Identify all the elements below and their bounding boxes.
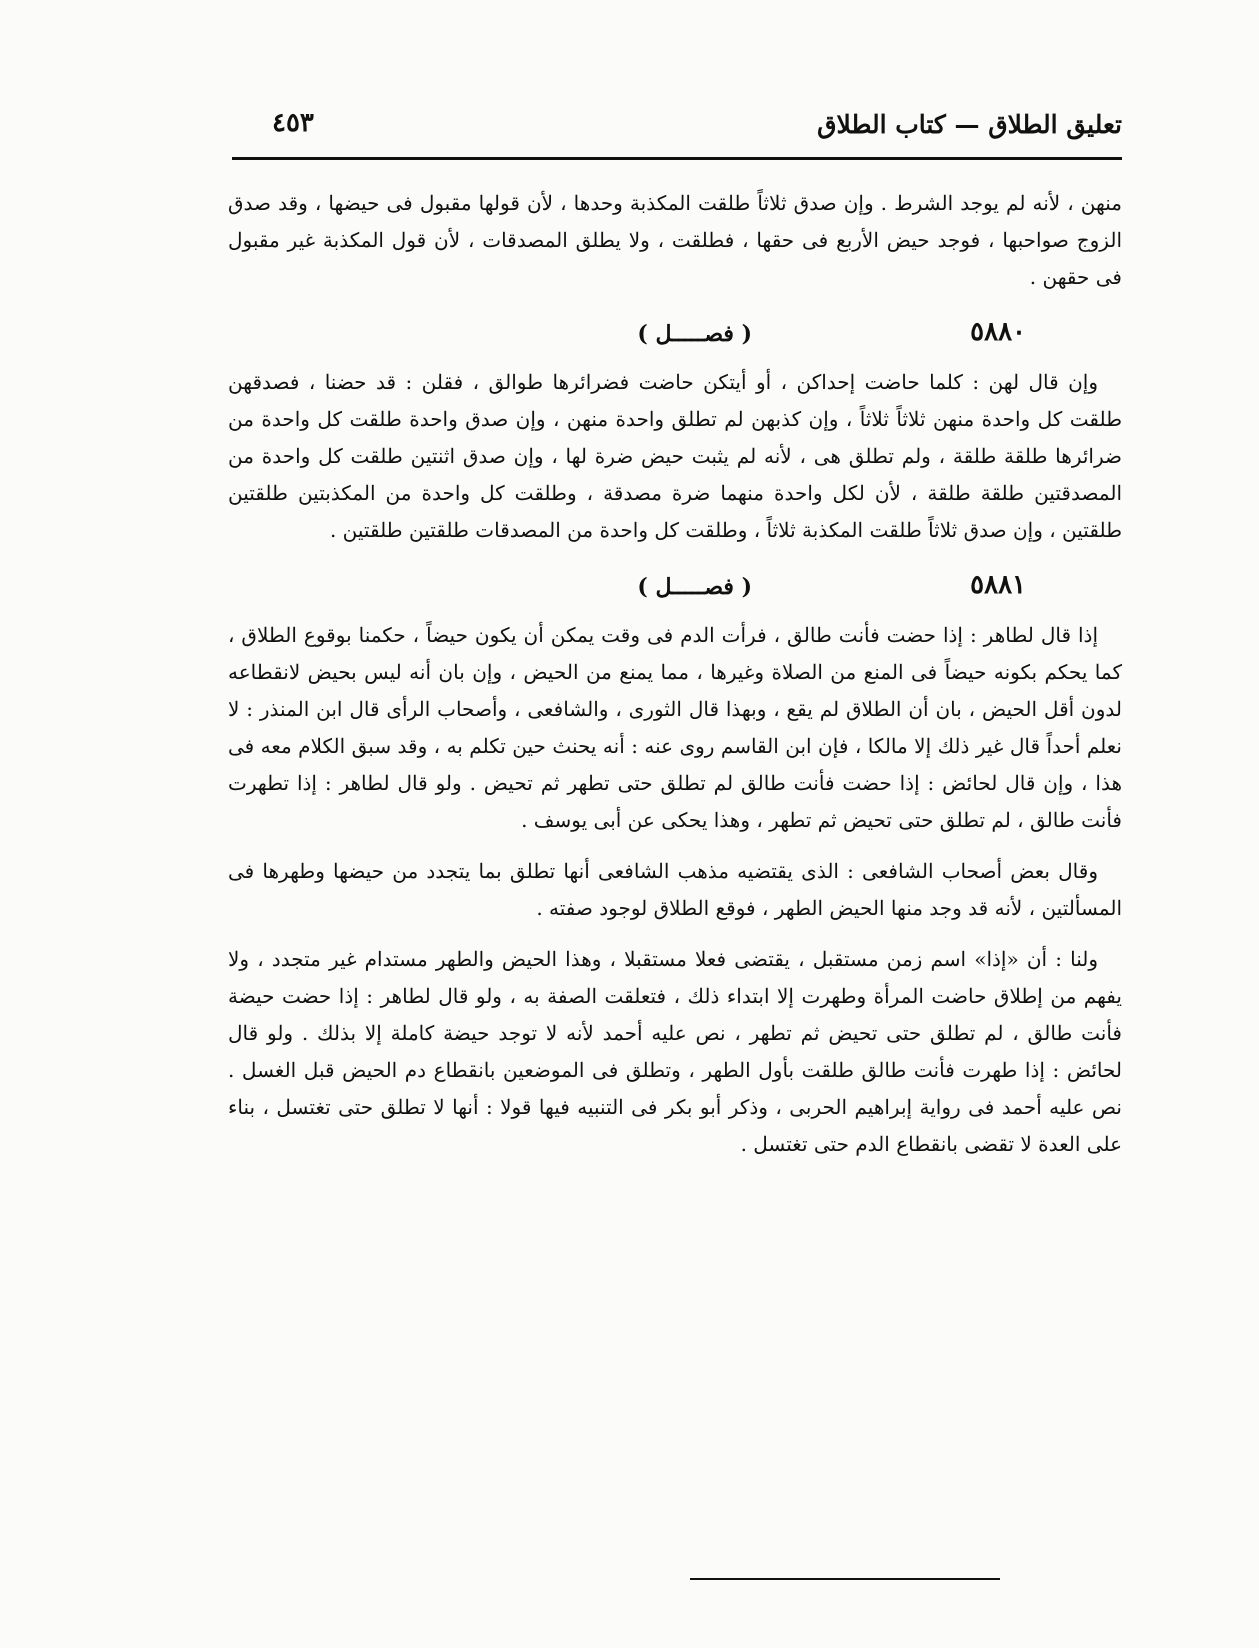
section-heading-5880 [228,310,1122,356]
page-number: ٤٥٣ [272,108,314,138]
paragraph: وقال بعض أصحاب الشافعى : الذى يقتضيه مذهب الشافعى أنها تطلق بما يتجدد من حيضها وطهرها فى المسألتين ، لأنه قد وجد منها الحيض الطهر ، فوقع الطلاق لوجود صفته . [228,859,1122,920]
section-number: ٥٨٨١ [970,570,1026,600]
section-number: ٥٨٨٠ [970,317,1026,347]
running-header [232,104,1122,152]
paragraph: وإن قال لهن : كلما حاضت إحداكن ، أو أيتكن حاضت فضرائرها طوالق ، فقلن : قد حضنا ، فصدقهن طلقت كل واحدة منهن ثلاثاً ثلاثاً ، وإن كذبهن لم تطلق واحدة منهن ، وإن صدق واحدة طلقت كل واحدة من ضرائرها طلقة طلقة ، ولم تطلق هى ، لأنه لم يثبت حيض ضرة لها ، وإن صدق اثنتين طلقت كل واحدة من المصدقتين طلقة طلقة ، لأن لكل واحدة منهما ضرة مصدقة ، وطلقت كل واحدة من المكذبتين طلقتين طلقتين ، وإن صدق ثلاثاً طلقت المكذبة ثلاثاً ، وطلقت كل واحدة من المصدقات طلقتين طلقتين . [228,370,1123,542]
section-label: ( فصـــــل ) [637,574,752,600]
footer-rule [690,1578,1000,1580]
section-label: ( فصـــــل ) [637,321,752,347]
section-heading-5881 [228,563,1122,609]
paragraph: ولنا : أن «إذا» اسم زمن مستقبل ، يقتضى فعلا مستقبلا ، وهذا الحيض والطهر مستدام غير متجدد ، ولا يفهم من إطلاق حاضت المرأة وطهرت إلا ابتداء ذلك ، فتعلقت الصفة به ، ولو قال لطاهر : إذا حضت حيضة فأنت طالق ، لم تطلق حتى تحيض ثم تطهر ، نص عليه أحمد لأنه لا توجد حيضة كاملة إلا بذلك . ولو قال لحائض : إذا طهرت فأنت طالق طلقت بأول الطهر ، وتطلق فى الموضعين بانقطاع دم الحيض قبل الغسل . نص عليه أحمد فى رواية إبراهيم الحربى ، وذكر أبو بكر فى التنبيه فيها قولا : أنها لا تطلق حتى تغتسل ، بناء على العدة لا تقضى بانقطاع الدم حتى تغتسل . [228,947,1122,1156]
header-title: تعليق الطلاق — كتاب الطلاق [817,110,1122,139]
header-rule [232,157,1122,160]
paragraph: منهن ، لأنه لم يوجد الشرط . وإن صدق ثلاثاً طلقت المكذبة وحدها ، لأن قولها مقبول فى حيضها ، وقد صدق الزوج صواحبها ، فوجد حيض الأربع فى حقها ، فطلقت ، ولا يطلق المصدقات ، لأن قول المكذبة غير مقبول فى حقهن . [228,191,1122,289]
paragraph: إذا قال لطاهر : إذا حضت فأنت طالق ، فرأت الدم فى وقت يمكن أن يكون حيضاً ، حكمنا بوقوع الطلاق ، كما يحكم بكونه حيضاً فى المنع من الصلاة وغيرها ، مما يمنع من الحيض ، وإن بان أنه ليس بحيض لانقطاعه لدون أقل الحيض ، بان أن الطلاق لم يقع ، وبهذا قال الثورى ، والشافعى ، وأصحاب الرأى قال ابن المنذر : لا نعلم أحداً قال غير ذلك إلا مالكا ، فإن ابن القاسم روى عنه : أنه يحنث حين تكلم به ، وقد سبق الكلام معه فى هذا ، وإن قال لحائض : إذا حضت فأنت طالق لم تطلق حتى تطهر ثم تحيض . ولو قال لطاهر : إذا تطهرت فأنت طالق ، لم تطلق حتى تحيض ثم تطهر ، وهذا يحكى عن أبى يوسف . [228,623,1122,832]
page-body [228,185,1122,1177]
